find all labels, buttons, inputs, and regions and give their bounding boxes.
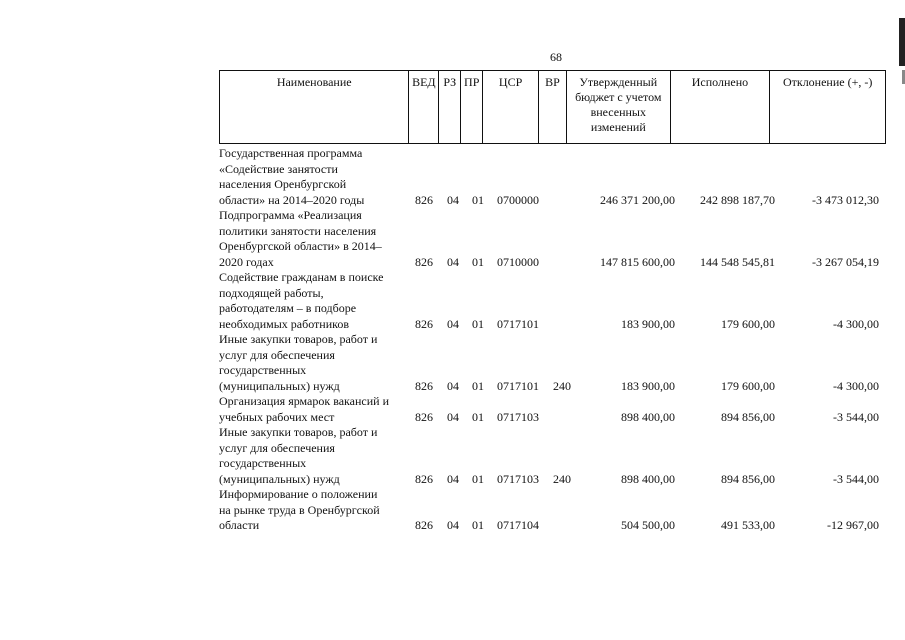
row-name: Иные закупки товаров, работ и услуг для обеспечения государственных (муниципальных) нужд [219,425,378,486]
row-done: 491 533,00 [721,518,775,532]
row-done: 894 856,00 [721,471,775,486]
row-deviation: -12 967,00 [827,518,879,532]
table-row [219,208,886,270]
row-rz: 04 [447,409,459,424]
row-vr: 240 [553,471,571,486]
row-budget: 898 400,00 [621,471,675,486]
row-pr: 01 [472,518,484,532]
row-done: 242 898 187,70 [700,192,775,207]
row-ved: 826 [415,378,433,393]
row-pr: 01 [472,254,484,269]
row-ved: 826 [415,409,433,424]
row-csr: 0717101 [497,316,539,331]
table-row [219,487,886,534]
row-rz: 04 [447,518,459,532]
row-done: 144 548 545,81 [700,254,775,269]
row-csr: 0700000 [497,192,539,207]
row-budget: 246 371 200,00 [600,192,675,207]
header-rz: РЗ [439,71,461,143]
table-row [219,394,886,425]
header-done: Исполнено [671,71,771,143]
row-pr: 01 [472,378,484,393]
header-ved: ВЕД [409,71,439,143]
table-body [219,146,886,534]
row-pr: 01 [472,471,484,486]
row-csr: 0717101 [497,378,539,393]
row-name: Информирование о положении на рынке труда в Оренбургской области [219,487,380,532]
row-pr: 01 [472,192,484,207]
row-name: Организация ярмарок вакансий и учебных рабочих мест [219,394,390,424]
row-budget: 183 900,00 [621,378,675,393]
row-name: Содействие гражданам в поиске подходящей работы, работодателям – в подборе необходимых работников [219,270,384,331]
page-number: 68 [550,50,562,64]
row-rz: 04 [447,316,459,331]
row-budget: 504 500,00 [621,518,675,532]
row-deviation: -3 267 054,19 [812,254,879,269]
header-pr: ПР [461,71,483,143]
row-name: Иные закупки товаров, работ и услуг для обеспечения государственных (муниципальных) нужд [219,332,378,393]
row-rz: 04 [447,192,459,207]
row-vr: 240 [553,378,571,393]
row-deviation: -4 300,00 [833,316,879,331]
table-row [219,270,886,332]
row-done: 894 856,00 [721,409,775,424]
row-ved: 826 [415,471,433,486]
header-deviation: Отклонение (+, -) [782,75,873,89]
table-row [219,146,886,208]
table-row [219,425,886,487]
row-ved: 826 [415,316,433,331]
row-csr: 0717103 [497,409,539,424]
row-pr: 01 [472,409,484,424]
row-name: Государственная программа «Содействие занятости населения Оренбургской области» на 2014–2020 годы [219,146,365,207]
row-deviation: -3 544,00 [833,409,879,424]
row-rz: 04 [447,254,459,269]
row-deviation: -3 544,00 [833,471,879,486]
row-budget: 183 900,00 [621,316,675,331]
header-budget: Утвержденный бюджет с учетом внесенных изменений [567,71,671,143]
table-row [219,332,886,394]
row-csr: 0717104 [497,518,539,532]
row-deviation: -4 300,00 [833,378,879,393]
row-rz: 04 [447,378,459,393]
row-budget: 147 815 600,00 [600,254,675,269]
row-csr: 0717103 [497,471,539,486]
row-budget: 898 400,00 [621,409,675,424]
page-edge-mark [899,18,905,66]
header-csr: ЦСР [483,71,539,143]
row-rz: 04 [447,471,459,486]
row-ved: 826 [415,254,433,269]
row-deviation: -3 473 012,30 [812,192,879,207]
row-ved: 826 [415,192,433,207]
row-done: 179 600,00 [721,378,775,393]
row-csr: 0710000 [497,254,539,269]
row-pr: 01 [472,316,484,331]
row-name: Подпрограмма «Реализация политики занятости населения Оренбургской области» в 2014– 2020 годах [219,208,382,269]
row-done: 179 600,00 [721,316,775,331]
header-vr: ВР [539,71,567,143]
header-name: Наименование [220,71,409,143]
table-header [219,70,886,144]
row-ved: 826 [415,518,433,532]
